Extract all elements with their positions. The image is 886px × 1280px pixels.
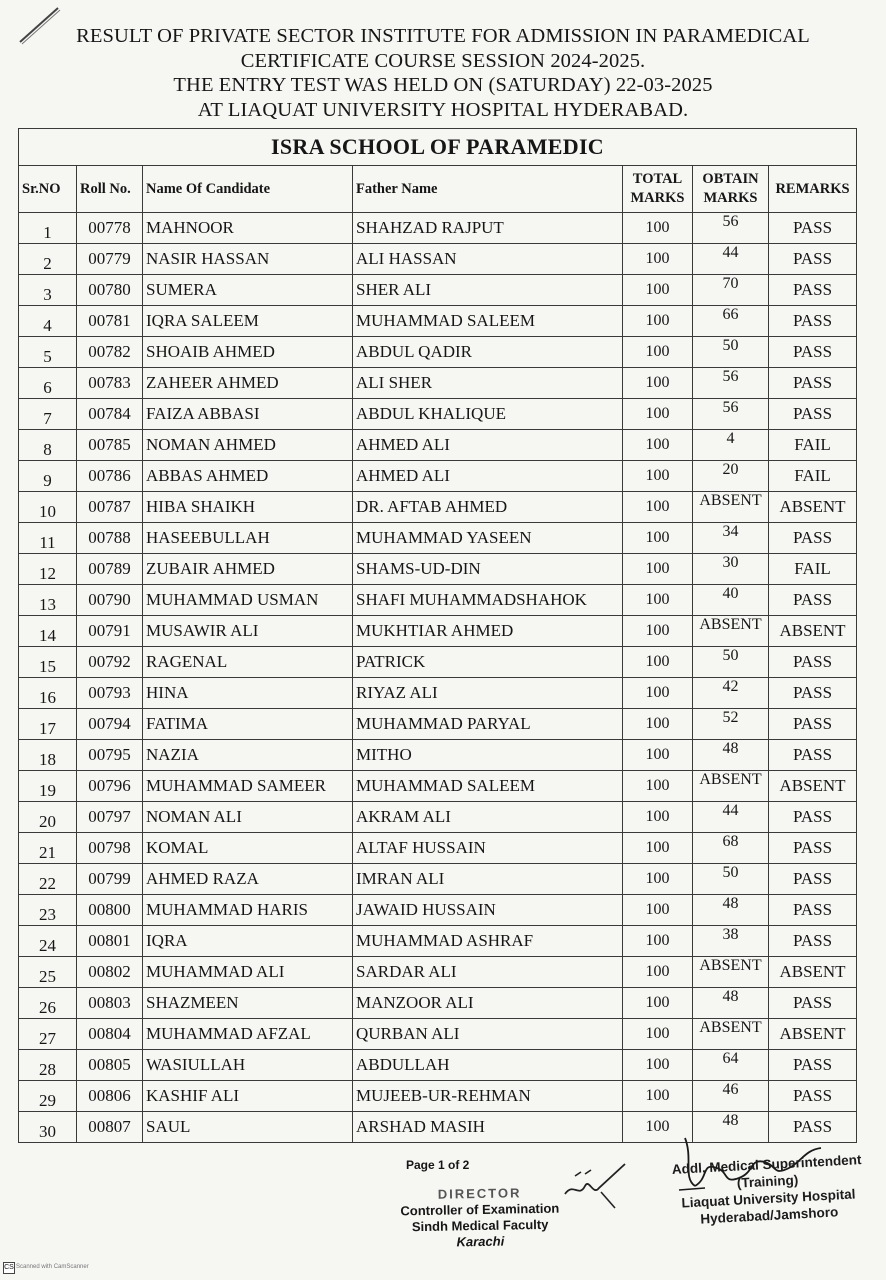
row-obtain-marks: 48 [693, 740, 769, 771]
row-candidate-name: KOMAL [143, 833, 353, 864]
col-header-total-line2: MARKS [630, 190, 685, 206]
row-candidate-name: MUHAMMAD ALI [143, 957, 353, 988]
row-total-marks: 100 [623, 957, 693, 988]
row-father-name: AHMED ALI [353, 461, 623, 492]
col-header-total [623, 166, 693, 213]
table-row [19, 399, 857, 430]
row-sr: 21 [19, 833, 77, 864]
row-father-name: MITHO [353, 740, 623, 771]
row-obtain-marks: 46 [693, 1081, 769, 1112]
row-father-name: MUHAMMAD SALEEM [353, 771, 623, 802]
row-sr: 16 [19, 678, 77, 709]
row-roll: 00784 [77, 399, 143, 430]
row-candidate-name: SHAZMEEN [143, 988, 353, 1019]
row-roll: 00800 [77, 895, 143, 926]
row-father-name: IMRAN ALI [353, 864, 623, 895]
row-obtain-marks: 52 [693, 709, 769, 740]
row-remarks: PASS [769, 833, 857, 864]
row-candidate-name: SAUL [143, 1112, 353, 1143]
table-row [19, 926, 857, 957]
row-sr: 8 [19, 430, 77, 461]
row-candidate-name: MUHAMMAD HARIS [143, 895, 353, 926]
row-sr: 9 [19, 461, 77, 492]
header-line-2: CERTIFICATE COURSE SESSION 2024-2025. [240, 49, 646, 72]
row-remarks: ABSENT [769, 957, 857, 988]
row-father-name: ABDULLAH [353, 1050, 623, 1081]
row-obtain-marks: 70 [693, 275, 769, 306]
table-row [19, 616, 857, 647]
row-sr: 28 [19, 1050, 77, 1081]
row-sr: 22 [19, 864, 77, 895]
row-candidate-name: NAZIA [143, 740, 353, 771]
row-total-marks: 100 [623, 337, 693, 368]
col-header-name: Name Of Candidate [143, 166, 353, 213]
controller-line-2: Controller of Examination [400, 1200, 560, 1219]
row-candidate-name: RAGENAL [143, 647, 353, 678]
row-remarks: PASS [769, 988, 857, 1019]
row-sr: 23 [19, 895, 77, 926]
institute-title: ISRA SCHOOL OF PARAMEDIC [19, 129, 857, 166]
row-sr: 15 [19, 647, 77, 678]
row-roll: 00797 [77, 802, 143, 833]
stamp-line-3: Liaquat University Hospital [681, 1186, 856, 1211]
row-father-name: AHMED ALI [353, 430, 623, 461]
row-candidate-name: ZAHEER AHMED [143, 368, 353, 399]
row-father-name: RIYAZ ALI [353, 678, 623, 709]
row-total-marks: 100 [623, 1019, 693, 1050]
row-roll: 00790 [77, 585, 143, 616]
row-total-marks: 100 [623, 213, 693, 244]
row-obtain-marks: ABSENT [693, 771, 769, 802]
header-line-3: THE ENTRY TEST WAS HELD ON (SATURDAY) 22-03-2025 [173, 74, 713, 96]
row-obtain-marks: 68 [693, 833, 769, 864]
col-header-roll: Roll No. [77, 166, 143, 213]
row-candidate-name: MAHNOOR [143, 213, 353, 244]
row-obtain-marks: ABSENT [693, 492, 769, 523]
row-sr: 25 [19, 957, 77, 988]
row-total-marks: 100 [623, 244, 693, 275]
row-remarks: PASS [769, 1112, 857, 1143]
col-header-obtain-line1: OBTAIN [702, 171, 759, 187]
row-candidate-name: NASIR HASSAN [143, 244, 353, 275]
row-obtain-marks: 56 [693, 399, 769, 430]
table-row [19, 833, 857, 864]
row-candidate-name: MUSAWIR ALI [143, 616, 353, 647]
stamp-line-4: Hyderabad/Jamshoro [700, 1204, 839, 1227]
row-father-name: ABDUL KHALIQUE [353, 399, 623, 430]
row-sr: 1 [19, 213, 77, 244]
row-total-marks: 100 [623, 368, 693, 399]
table-row [19, 554, 857, 585]
row-total-marks: 100 [623, 1050, 693, 1081]
row-obtain-marks: ABSENT [693, 957, 769, 988]
row-total-marks: 100 [623, 430, 693, 461]
row-obtain-marks: 20 [693, 461, 769, 492]
stamp-line-1: Addl. Medical Superintendent [671, 1152, 862, 1177]
row-father-name: MUKHTIAR AHMED [353, 616, 623, 647]
row-remarks: PASS [769, 368, 857, 399]
row-total-marks: 100 [623, 616, 693, 647]
row-roll: 00805 [77, 1050, 143, 1081]
table-row [19, 771, 857, 802]
row-father-name: AKRAM ALI [353, 802, 623, 833]
row-candidate-name: ZUBAIR AHMED [143, 554, 353, 585]
row-sr: 12 [19, 554, 77, 585]
table-row [19, 275, 857, 306]
row-obtain-marks: 4 [693, 430, 769, 461]
col-header-total-line1: TOTAL [632, 171, 683, 187]
row-roll: 00789 [77, 554, 143, 585]
row-roll: 00782 [77, 337, 143, 368]
camscanner-logo-icon: CS [3, 1262, 15, 1274]
col-header-sr: Sr.NO [19, 166, 77, 213]
row-father-name: JAWAID HUSSAIN [353, 895, 623, 926]
row-total-marks: 100 [623, 554, 693, 585]
row-roll: 00779 [77, 244, 143, 275]
table-row [19, 337, 857, 368]
row-total-marks: 100 [623, 1112, 693, 1143]
row-father-name: SHAFI MUHAMMADSHAHOK [353, 585, 623, 616]
row-remarks: PASS [769, 306, 857, 337]
row-remarks: ABSENT [769, 1019, 857, 1050]
row-obtain-marks: 38 [693, 926, 769, 957]
row-candidate-name: IQRA [143, 926, 353, 957]
row-roll: 00787 [77, 492, 143, 523]
table-row [19, 678, 857, 709]
row-father-name: SHER ALI [353, 275, 623, 306]
row-roll: 00788 [77, 523, 143, 554]
row-obtain-marks: 64 [693, 1050, 769, 1081]
stamp-line-2: (Training) [736, 1172, 799, 1191]
row-total-marks: 100 [623, 585, 693, 616]
row-obtain-marks: 48 [693, 988, 769, 1019]
document-header [40, 24, 846, 122]
row-total-marks: 100 [623, 709, 693, 740]
row-roll: 00807 [77, 1112, 143, 1143]
row-obtain-marks: 30 [693, 554, 769, 585]
row-roll: 00791 [77, 616, 143, 647]
row-candidate-name: SUMERA [143, 275, 353, 306]
row-obtain-marks: ABSENT [693, 616, 769, 647]
row-sr: 11 [19, 523, 77, 554]
col-header-obtain-line2: MARKS [703, 190, 758, 206]
superintendent-stamp [658, 1150, 877, 1229]
table-row [19, 895, 857, 926]
table-row [19, 740, 857, 771]
result-rows [19, 213, 857, 1143]
row-candidate-name: AHMED RAZA [143, 864, 353, 895]
row-father-name: ALI HASSAN [353, 244, 623, 275]
row-candidate-name: MUHAMMAD AFZAL [143, 1019, 353, 1050]
row-sr: 5 [19, 337, 77, 368]
row-father-name: MUHAMMAD ASHRAF [353, 926, 623, 957]
row-father-name: SARDAR ALI [353, 957, 623, 988]
row-sr: 4 [19, 306, 77, 337]
row-total-marks: 100 [623, 895, 693, 926]
table-row [19, 492, 857, 523]
row-candidate-name: HASEEBULLAH [143, 523, 353, 554]
row-total-marks: 100 [623, 461, 693, 492]
table-row [19, 647, 857, 678]
table-row [19, 461, 857, 492]
row-remarks: PASS [769, 895, 857, 926]
row-total-marks: 100 [623, 802, 693, 833]
result-table [18, 128, 857, 1143]
row-roll: 00785 [77, 430, 143, 461]
row-roll: 00798 [77, 833, 143, 864]
row-candidate-name: KASHIF ALI [143, 1081, 353, 1112]
row-roll: 00803 [77, 988, 143, 1019]
row-remarks: PASS [769, 399, 857, 430]
table-row [19, 1081, 857, 1112]
row-obtain-marks: 66 [693, 306, 769, 337]
row-obtain-marks: 56 [693, 368, 769, 399]
row-candidate-name: FAIZA ABBASI [143, 399, 353, 430]
row-total-marks: 100 [623, 988, 693, 1019]
row-sr: 30 [19, 1112, 77, 1143]
controller-title: DIRECTOR [437, 1185, 522, 1202]
row-father-name: DR. AFTAB AHMED [353, 492, 623, 523]
row-sr: 3 [19, 275, 77, 306]
row-roll: 00783 [77, 368, 143, 399]
table-row [19, 585, 857, 616]
row-remarks: PASS [769, 523, 857, 554]
table-row [19, 306, 857, 337]
table-row [19, 802, 857, 833]
row-remarks: PASS [769, 244, 857, 275]
controller-line-3: Sindh Medical Faculty [411, 1216, 549, 1235]
header-line-1: RESULT OF PRIVATE SECTOR INSTITUTE FOR ADMISSION IN PARAMEDICAL [76, 25, 810, 47]
header-line-4: AT LIAQUAT UNIVERSITY HOSPITAL HYDERABAD. [197, 98, 689, 121]
row-sr: 29 [19, 1081, 77, 1112]
row-roll: 00781 [77, 306, 143, 337]
row-candidate-name: MUHAMMAD SAMEER [143, 771, 353, 802]
row-remarks: PASS [769, 926, 857, 957]
row-remarks: PASS [769, 1050, 857, 1081]
row-sr: 19 [19, 771, 77, 802]
row-sr: 18 [19, 740, 77, 771]
row-remarks: ABSENT [769, 616, 857, 647]
table-row [19, 368, 857, 399]
row-total-marks: 100 [623, 740, 693, 771]
row-father-name: ABDUL QADIR [353, 337, 623, 368]
table-row [19, 957, 857, 988]
row-total-marks: 100 [623, 1081, 693, 1112]
row-candidate-name: ABBAS AHMED [143, 461, 353, 492]
row-remarks: PASS [769, 678, 857, 709]
row-candidate-name: FATIMA [143, 709, 353, 740]
row-obtain-marks: 48 [693, 1112, 769, 1143]
col-header-father: Father Name [353, 166, 623, 213]
row-total-marks: 100 [623, 864, 693, 895]
row-roll: 00780 [77, 275, 143, 306]
row-candidate-name: SHOAIB AHMED [143, 337, 353, 368]
row-remarks: FAIL [769, 430, 857, 461]
row-remarks: PASS [769, 585, 857, 616]
col-header-remarks: REMARKS [769, 166, 857, 213]
row-father-name: QURBAN ALI [353, 1019, 623, 1050]
row-total-marks: 100 [623, 926, 693, 957]
controller-line-4: Karachi [456, 1233, 505, 1250]
scanner-watermark: Scanned with CamScanner [16, 1264, 89, 1270]
table-row [19, 864, 857, 895]
row-remarks: PASS [769, 647, 857, 678]
col-header-obtain [693, 166, 769, 213]
row-father-name: MANZOOR ALI [353, 988, 623, 1019]
table-row [19, 709, 857, 740]
row-roll: 00806 [77, 1081, 143, 1112]
row-sr: 20 [19, 802, 77, 833]
row-remarks: FAIL [769, 461, 857, 492]
row-candidate-name: WASIULLAH [143, 1050, 353, 1081]
row-obtain-marks: 34 [693, 523, 769, 554]
row-obtain-marks: 50 [693, 647, 769, 678]
row-roll: 00804 [77, 1019, 143, 1050]
row-sr: 27 [19, 1019, 77, 1050]
row-obtain-marks: 56 [693, 213, 769, 244]
row-obtain-marks: 50 [693, 337, 769, 368]
row-sr: 13 [19, 585, 77, 616]
row-candidate-name: MUHAMMAD USMAN [143, 585, 353, 616]
row-obtain-marks: 42 [693, 678, 769, 709]
row-remarks: PASS [769, 1081, 857, 1112]
row-sr: 10 [19, 492, 77, 523]
row-candidate-name: NOMAN AHMED [143, 430, 353, 461]
row-father-name: SHAMS-UD-DIN [353, 554, 623, 585]
row-father-name: ARSHAD MASIH [353, 1112, 623, 1143]
row-total-marks: 100 [623, 833, 693, 864]
row-total-marks: 100 [623, 492, 693, 523]
row-roll: 00801 [77, 926, 143, 957]
row-candidate-name: NOMAN ALI [143, 802, 353, 833]
table-row [19, 1050, 857, 1081]
row-remarks: ABSENT [769, 492, 857, 523]
row-father-name: ALI SHER [353, 368, 623, 399]
row-roll: 00793 [77, 678, 143, 709]
controller-block [379, 1184, 580, 1251]
footer [0, 1150, 886, 1280]
row-total-marks: 100 [623, 647, 693, 678]
table-row [19, 244, 857, 275]
table-row [19, 988, 857, 1019]
row-obtain-marks: 44 [693, 244, 769, 275]
row-sr: 26 [19, 988, 77, 1019]
row-total-marks: 100 [623, 523, 693, 554]
row-remarks: PASS [769, 802, 857, 833]
row-obtain-marks: 50 [693, 864, 769, 895]
row-remarks: FAIL [769, 554, 857, 585]
row-roll: 00792 [77, 647, 143, 678]
table-header-row [19, 166, 857, 213]
row-sr: 14 [19, 616, 77, 647]
row-total-marks: 100 [623, 678, 693, 709]
row-father-name: ALTAF HUSSAIN [353, 833, 623, 864]
row-total-marks: 100 [623, 399, 693, 430]
row-remarks: PASS [769, 275, 857, 306]
row-father-name: MUJEEB-UR-REHMAN [353, 1081, 623, 1112]
row-total-marks: 100 [623, 306, 693, 337]
row-father-name: PATRICK [353, 647, 623, 678]
row-sr: 7 [19, 399, 77, 430]
page-number: Page 1 of 2 [406, 1158, 470, 1172]
table-row [19, 1019, 857, 1050]
row-candidate-name: HIBA SHAIKH [143, 492, 353, 523]
row-roll: 00786 [77, 461, 143, 492]
row-remarks: PASS [769, 337, 857, 368]
row-remarks: PASS [769, 213, 857, 244]
row-sr: 24 [19, 926, 77, 957]
row-roll: 00796 [77, 771, 143, 802]
row-remarks: PASS [769, 864, 857, 895]
row-total-marks: 100 [623, 771, 693, 802]
row-roll: 00795 [77, 740, 143, 771]
row-roll: 00794 [77, 709, 143, 740]
row-obtain-marks: 44 [693, 802, 769, 833]
row-remarks: PASS [769, 709, 857, 740]
row-remarks: PASS [769, 740, 857, 771]
row-sr: 17 [19, 709, 77, 740]
row-father-name: MUHAMMAD PARYAL [353, 709, 623, 740]
row-father-name: MUHAMMAD SALEEM [353, 306, 623, 337]
row-father-name: MUHAMMAD YASEEN [353, 523, 623, 554]
row-sr: 2 [19, 244, 77, 275]
row-sr: 6 [19, 368, 77, 399]
row-total-marks: 100 [623, 275, 693, 306]
row-roll: 00778 [77, 213, 143, 244]
table-row [19, 213, 857, 244]
row-candidate-name: HINA [143, 678, 353, 709]
row-roll: 00802 [77, 957, 143, 988]
table-row [19, 523, 857, 554]
row-remarks: ABSENT [769, 771, 857, 802]
row-obtain-marks: 40 [693, 585, 769, 616]
row-obtain-marks: ABSENT [693, 1019, 769, 1050]
row-father-name: SHAHZAD RAJPUT [353, 213, 623, 244]
table-row [19, 430, 857, 461]
row-obtain-marks: 48 [693, 895, 769, 926]
row-roll: 00799 [77, 864, 143, 895]
row-candidate-name: IQRA SALEEM [143, 306, 353, 337]
